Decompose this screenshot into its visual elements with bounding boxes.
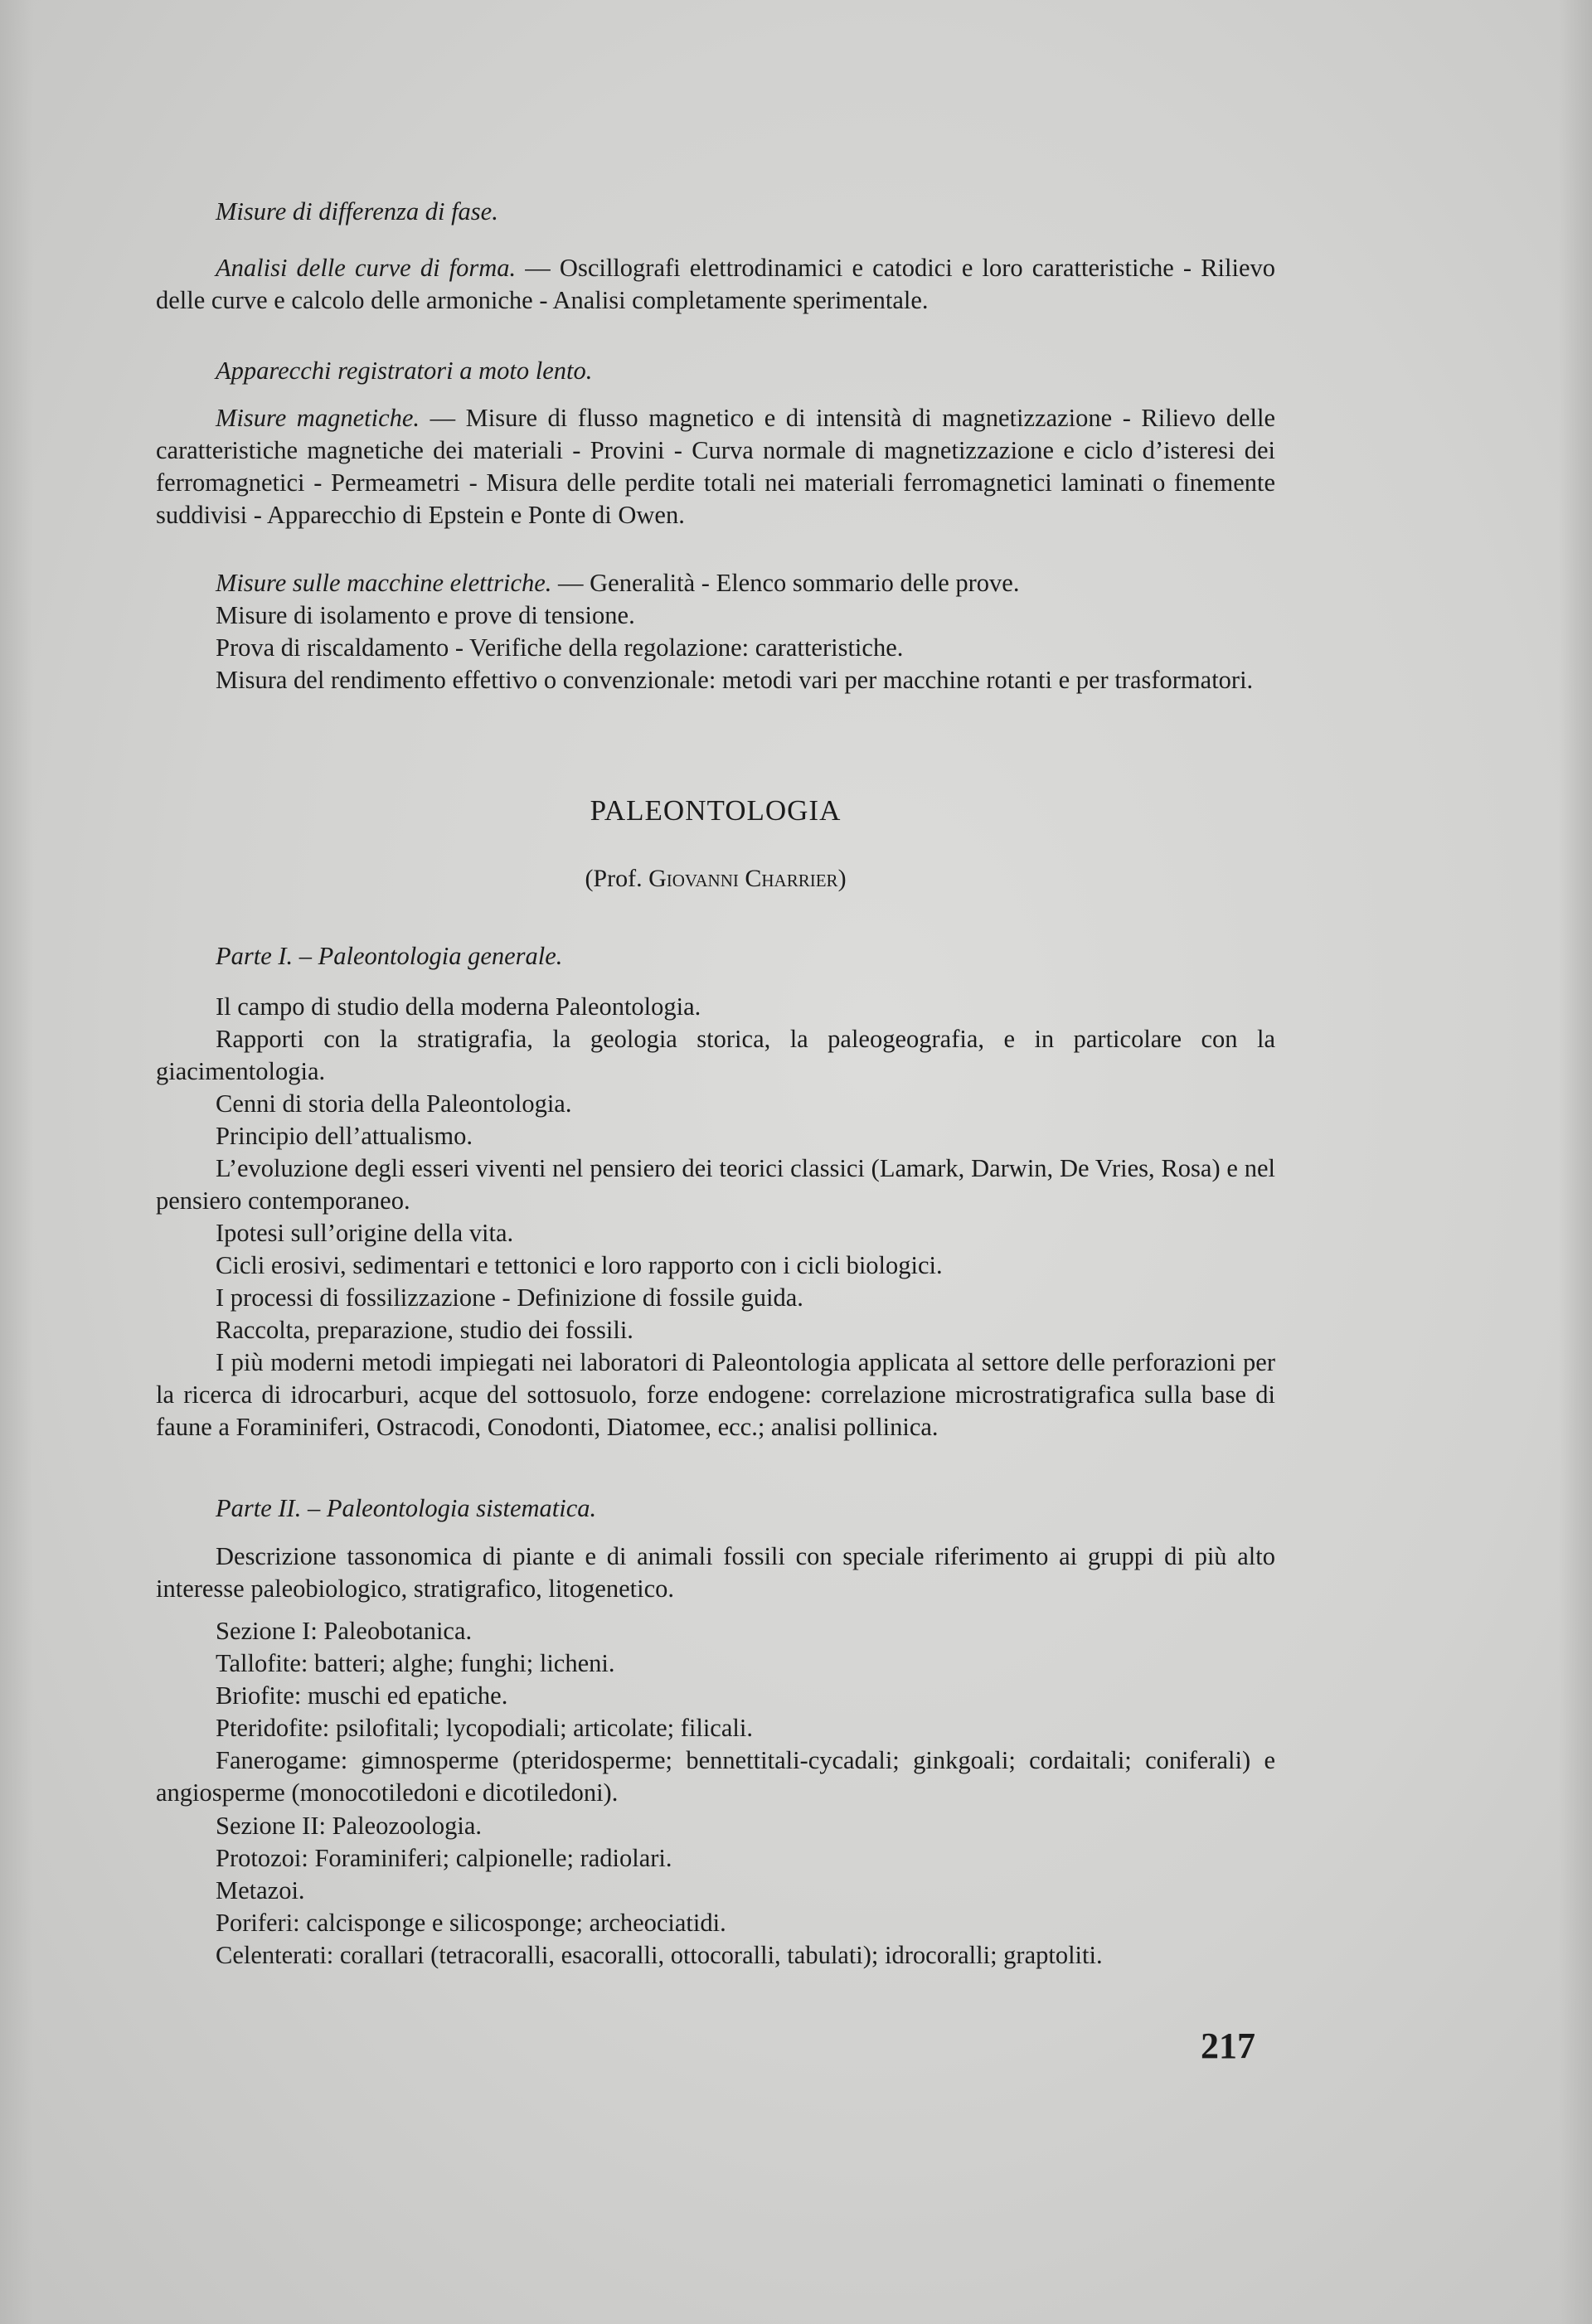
sez2-line-1: Protozoi: Foraminiferi; calpionelle; radiolari.: [216, 1844, 672, 1872]
magnetiche-heading: Misure magnetiche.: [216, 404, 420, 432]
isolamento-line: Misure di isolamento e prove di tensione.: [216, 601, 635, 629]
sez2-line-3: Poriferi: calcisponge e silicosponge; archeociatidi.: [216, 1909, 726, 1937]
p1-line-8: Raccolta, preparazione, studio dei fossili.: [216, 1316, 633, 1344]
sez2-line-2: Metazoi.: [216, 1876, 305, 1904]
sez2-line-0: Sezione II: Paleozoologia.: [216, 1812, 482, 1840]
p1-line-4: L’evoluzione degli esseri viventi nel pensiero dei teorici classici (Lamark, Darwin, De Vries, Rosa) e nel pensiero contemporaneo.: [156, 1154, 1275, 1215]
apparecchi-heading: Apparecchi registratori a moto lento.: [216, 357, 593, 385]
page-number: 217: [1201, 2026, 1255, 2066]
professor-line: [156, 862, 1275, 895]
sez1-line-0: Sezione I: Paleobotanica.: [216, 1617, 473, 1645]
riscaldamento-line: Prova di riscaldamento - Verifiche della regolazione: caratteristiche.: [216, 633, 904, 662]
p1-line-1: Rapporti con la stratigrafia, la geologia storica, la paleogeografia, e in particolare con la giacimentologia.: [156, 1025, 1275, 1085]
p1-line-5: Ipotesi sull’origine della vita.: [216, 1219, 514, 1247]
magnetiche-paragraph: [156, 402, 1275, 531]
p1-line-7: I processi di fossilizzazione - Definizione di fossile guida.: [216, 1283, 803, 1312]
left-page-shadow: [0, 0, 33, 2324]
rendimento-line: Misura del rendimento effettivo o convenzionale: metodi vari per macchine rotanti e per trasformatori.: [216, 666, 1254, 694]
sez2-line-4: Celenterati: corallari (tetracoralli, esacoralli, ottocoralli, tabulati); idrocoralli; graptoliti.: [216, 1941, 1103, 1969]
magnetiche-body: — Misure di flusso magnetico e di intensità di magnetizzazione - Rilievo delle caratteristiche magnetiche dei materiali - Provini - Curva normale di magnetizzazione e ciclo d’isteresi dei ferromagnetici - Permeametri - Misura delle perdite totali nei materiali ferromagnetici laminati o finemente suddivisi - Apparecchio di Epstein e Ponte di Owen.: [156, 404, 1275, 529]
p1-line-9: I più moderni metodi impiegati nei laboratori di Paleontologia applicata al settore delle perforazioni per la ricerca di idrocarburi, acque del sottosuolo, forze endogene: correlazione microstratigrafica sulla base di faune a Foraminiferi, Ostracodi, Conodonti, Diatomee, ecc.; analisi pollinica.: [156, 1348, 1275, 1441]
analisi-heading: Analisi delle curve di forma.: [216, 254, 517, 282]
analisi-paragraph: [156, 252, 1275, 317]
sez1-line-4: Fanerogame: gimnosperme (pteridosperme; bennettitali-cycadali; ginkgoali; cordaitali; coniferali) e angiosperme (monocotiledoni e dicotiledoni).: [156, 1746, 1275, 1807]
right-page-shadow: [1559, 0, 1592, 2324]
macchine-heading: Misure sulle macchine elettriche.: [216, 569, 552, 597]
macchine-body: — Generalità - Elenco sommario delle prove.: [551, 569, 1020, 597]
sez1-line-2: Briofite: muschi ed epatiche.: [216, 1681, 508, 1710]
misure-fase-heading: Misure di differenza di fase.: [216, 197, 498, 226]
professor-suffix: ): [837, 865, 847, 892]
professor-name: Giovanni Charrier: [648, 865, 838, 892]
p1-line-2: Cenni di storia della Paleontologia.: [216, 1089, 572, 1118]
descrizione-paragraph: Descrizione tassonomica di piante e di animali fossili con speciale riferimento ai gruppi di più alto interesse paleobiologico, stratigrafico, litogenetico.: [156, 1542, 1275, 1603]
professor-prefix: (Prof.: [585, 865, 649, 892]
sez1-line-1: Tallofite: batteri; alghe; funghi; licheni.: [216, 1649, 615, 1677]
p1-line-3: Principio dell’attualismo.: [216, 1122, 473, 1150]
section-title: PALEONTOLOGIA: [590, 794, 842, 827]
p1-line-6: Cicli erosivi, sedimentari e tettonici e loro rapporto con i cicli biologici.: [216, 1251, 943, 1279]
sez1-line-3: Pteridofite: psilofitali; lycopodiali; articolate; filicali.: [216, 1714, 753, 1742]
p1-line-0: Il campo di studio della moderna Paleontologia.: [216, 992, 701, 1021]
parte-1-heading: Parte I. – Paleontologia generale.: [216, 942, 563, 970]
analisi-body: — Oscillografi elettrodinamici e catodici e loro caratteristiche - Rilievo delle curve e calcolo delle armoniche - Analisi completamente sperimentale.: [156, 254, 1275, 314]
macchine-paragraph: [156, 567, 1275, 599]
parte-2-heading: Parte II. – Paleontologia sistematica.: [216, 1494, 597, 1522]
